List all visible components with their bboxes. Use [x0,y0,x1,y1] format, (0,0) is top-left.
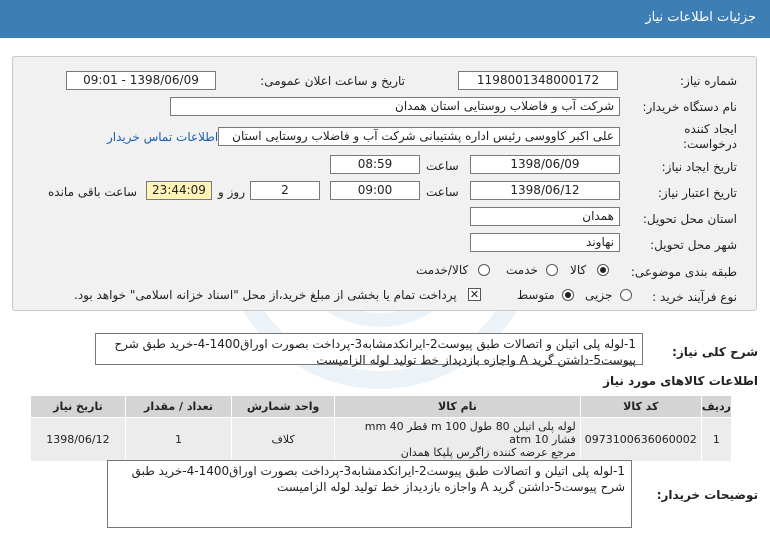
city-field[interactable]: نهاوند [470,233,620,252]
buyer-org-field[interactable]: شرکت آب و فاضلاب روستایی استان همدان [170,97,620,116]
process-label: نوع فرآیند خرید : [652,290,737,304]
buyer-contact-link[interactable]: اطلاعات تماس خریدار [107,130,219,144]
cell-name-line2: مرجع عرضه کننده زاگرس پلیکا همدان [400,446,576,459]
radio-category-goods[interactable] [597,264,609,276]
created-date-field[interactable]: 1398/06/09 [470,155,620,174]
col-unit: واحد شمارش [232,396,335,418]
cell-date: 1398/06/12 [31,418,126,462]
announce-date-label: تاریخ و ساعت اعلان عمومی: [260,74,405,88]
announce-date-field[interactable]: 1398/06/09 - 09:01 [66,71,216,90]
created-date-label: تاریخ ایجاد نیاز: [661,160,737,174]
need-number-field[interactable]: 1198001348000172 [458,71,618,90]
cell-unit: کلاف [232,418,335,462]
page-header [0,0,770,38]
radio-category-service[interactable] [546,264,558,276]
cell-qty: 1 [125,418,231,462]
col-name: نام کالا [335,396,581,418]
radio-category-service-label: خدمت [506,263,538,277]
category-label: طبقه بندی موضوعی: [630,265,737,279]
creator-field[interactable]: علی اکبر کاووسی رئیس اداره پشتیبانی شرکت آب و فاضلاب روستایی استان [218,127,620,146]
creator-label-line1: ایجاد کننده [684,122,737,136]
radio-process-medium-label: متوسط [517,288,555,302]
col-row: ردیف [701,396,731,418]
buyer-org-label: نام دستگاه خریدار: [642,100,737,114]
col-code: کد کالا [580,396,701,418]
col-date: تاریخ نیاز [31,396,126,418]
radio-category-both[interactable] [478,264,490,276]
remaining-days-field[interactable]: 2 [250,181,320,200]
cell-row: 1 [701,418,731,462]
items-section-title: اطلاعات کالاهای مورد نیاز [603,374,758,388]
cell-name-line1: لوله پلی اتیلن 80 طول m 100 قطر mm 40 فشار atm 10 [364,420,576,446]
province-field[interactable]: همدان [470,207,620,226]
remaining-time-label: ساعت باقی مانده [48,185,138,199]
validity-date-label: تاریخ اعتبار نیاز: [657,186,737,200]
validity-time-label: ساعت [426,185,459,199]
summary-label: شرح کلی نیاز: [672,345,758,359]
items-table [30,395,732,462]
cell-code: 0973100636060002 [580,418,701,462]
remaining-time-field: 23:44:09 [146,181,212,200]
summary-text: 1-لوله پلی اتیلن و اتصالات طبق پیوست2-ایرانکدمشابه3-پرداخت بصورت اوراق1400-4-خرید طبق شرح پیوست5-داشتن گرید A واجازه بازدیداز خط تولید لوله الزامیست [95,333,643,365]
page-title: جزئیات اطلاعات نیاز [645,10,756,25]
table-row[interactable] [31,418,732,462]
cell-name [335,418,581,462]
buyer-notes-text: 1-لوله پلی اتیلن و اتصالات طبق پیوست2-ایرانکدمشابه3-پرداخت بصورت اوراق1400-4-خرید طبق شرح پیوست5-داشتن گرید A واجازه بازدیداز خط تولید لوله الزامیست [107,460,632,528]
radio-process-minor-label: جزیی [585,288,613,302]
days-label: روز و [218,185,245,199]
need-number-label: شماره نیاز: [680,74,737,88]
items-table-header [31,396,732,418]
col-qty: تعداد / مقدار [125,396,231,418]
province-label: استان محل تحویل: [642,212,737,226]
treasury-note: پرداخت تمام یا بخشی از مبلغ خرید،از محل "اسناد خزانه اسلامی" خواهد بود. [74,288,457,302]
validity-time-field[interactable]: 09:00 [330,181,420,200]
created-time-field[interactable]: 08:59 [330,155,420,174]
creator-label-line2: درخواست: [683,137,737,151]
radio-category-goods-label: کالا [570,263,587,277]
created-time-label: ساعت [426,159,459,173]
radio-process-minor[interactable] [620,289,632,301]
treasury-checkbox[interactable]: ✕ [469,288,480,301]
buyer-notes-label: توضیحات خریدار: [656,488,758,502]
city-label: شهر محل تحویل: [650,238,737,252]
validity-date-field[interactable]: 1398/06/12 [470,181,620,200]
radio-process-medium[interactable] [562,289,574,301]
radio-category-both-label: کالا/خدمت [416,263,469,277]
